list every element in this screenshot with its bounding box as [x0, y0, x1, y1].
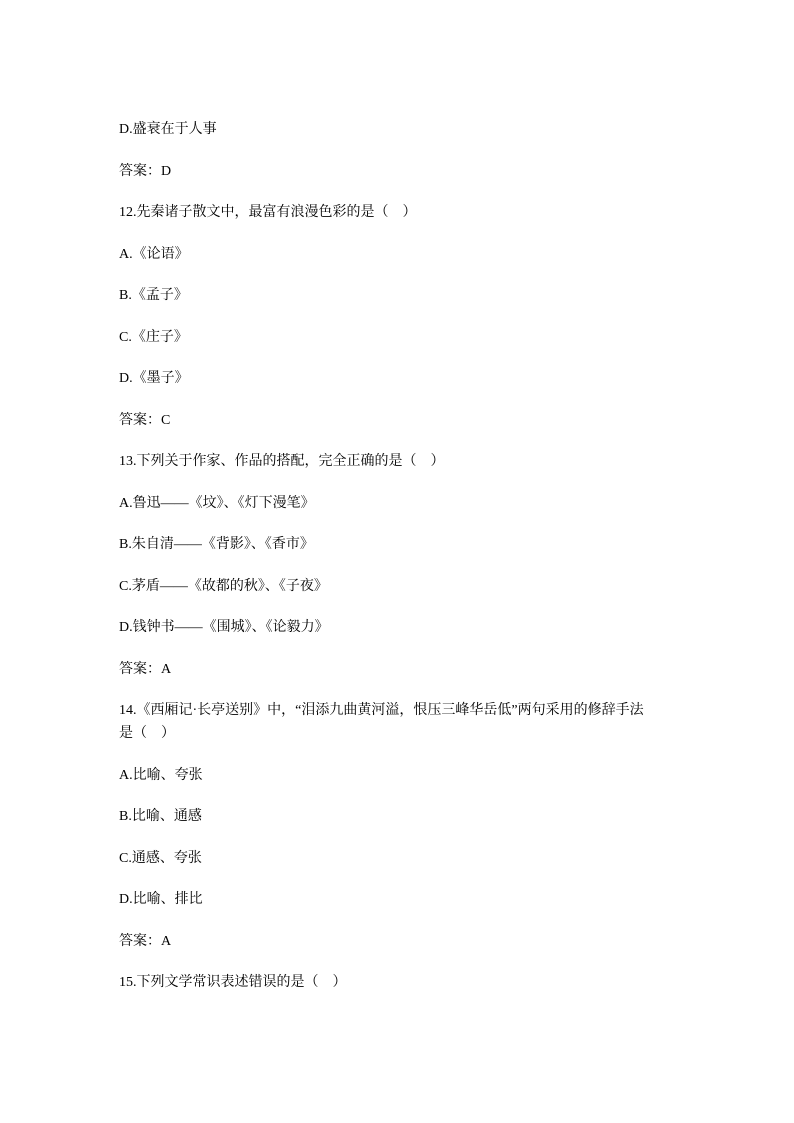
document-line: 14.《西厢记·长亭送别》中，“泪添九曲黄河溢，恨压三峰华岳低”两句采用的修辞手法 — [119, 703, 644, 718]
document-line: 答案：A — [119, 661, 172, 677]
document-line: C.茅盾——《故都的秋》、《子夜》 — [119, 578, 328, 594]
document-line: 15.下列文学常识表述错误的是（ ） — [119, 975, 347, 990]
document-line: D.钱钟书——《围城》、《论毅力》 — [119, 620, 329, 635]
document-line: D.《墨子》 — [119, 371, 189, 386]
document-line: A.《论语》 — [119, 246, 189, 262]
document-line: B.比喻、通感 — [119, 809, 202, 824]
document-line: D.比喻、排比 — [119, 892, 203, 907]
document-line: D.盛衰在于人事 — [119, 122, 217, 137]
document-line: C.《庄子》 — [119, 329, 188, 345]
document-line: 12.先秦诸子散文中，最富有浪漫色彩的是（ ） — [119, 205, 417, 220]
document-line: C.通感、夸张 — [119, 850, 202, 866]
document-line: A.比喻、夸张 — [119, 767, 203, 783]
document-line: 是（ ） — [119, 726, 175, 741]
document-line: 答案：C — [119, 412, 171, 428]
document-line: A.鲁迅——《坟》、《灯下漫笔》 — [119, 495, 315, 511]
document-line: 13.下列关于作家、作品的搭配，完全正确的是（ ） — [119, 454, 445, 469]
document-line: 答案：A — [119, 933, 172, 949]
document-body — [119, 118, 675, 994]
document-line: B.《孟子》 — [119, 288, 188, 303]
document-line: B.朱自清——《背影》、《香市》 — [119, 537, 314, 552]
document-line: 答案：D — [119, 163, 172, 179]
